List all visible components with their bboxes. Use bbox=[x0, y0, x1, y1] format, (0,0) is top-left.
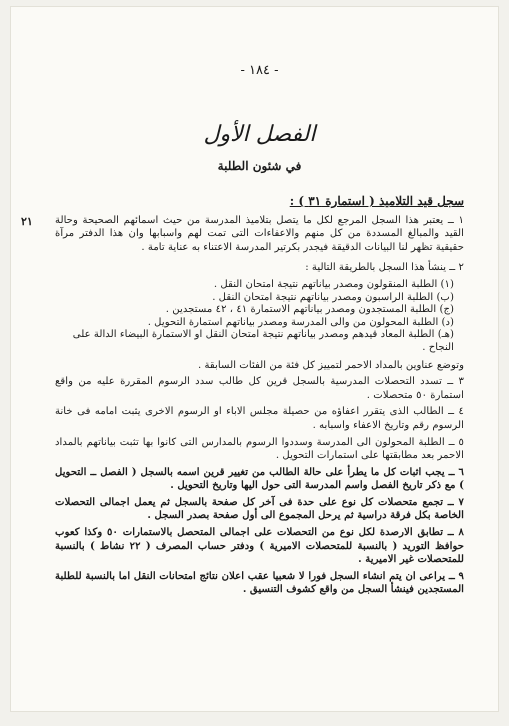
paragraph-7: ٦ ــ يجب اثبات كل ما يطرأ على حالة الطالب من تغيير قرين اسمه بالسجل ( الفصل ــ التحويل ) مع ذكر تاريخ الفصل واسم المدرسة التى حول اليها وتاريخ التحويل . bbox=[55, 465, 464, 492]
paragraph-10: ٩ ــ يراعى ان يتم انشاء السجل فورا لا شعبيا عقب اعلان نتائج امتحانات النقل اما بالنسبة للطلبة المستجدين فينشأ السجل من واقع كشوف التنسيق . bbox=[55, 569, 464, 596]
chapter-subtitle: في شئون الطلبة bbox=[217, 159, 302, 173]
document-page bbox=[10, 6, 499, 712]
section-title: سجل قيد التلاميذ ( استمارة ٣١ ) : bbox=[289, 194, 464, 208]
list-item: (د) الطلبة المحولون من والى المدرسة ومصدر بياناتهم استمارة التحويل . bbox=[147, 316, 454, 328]
enrollment-list bbox=[55, 279, 464, 355]
list-item: (ب) الطلبة الراسبون ومصدر بياناتهم نتيجة امتحان النقل . bbox=[212, 291, 454, 303]
page-number: - ١٨٤ - bbox=[240, 63, 279, 78]
paragraph-1: ١ ــ يعتبر هذا السجل المرجع لكل ما يتصل بتلاميذ المدرسة من حيث اسمائهم الصحيحة وحالة القيد والمبالغ المسددة من كل منهم والاعفاءات التى تمت لهم واسبابها وان هذا الدفتر مرآة حقيقية تظهر لنا البيانات الدقيقة فيجدر بكرتير المدرسة الاعتناء به عناية تامة . bbox=[55, 214, 464, 253]
chapter-title: الفصل الأول bbox=[203, 122, 316, 147]
paragraph-6: ٥ ــ الطلبة المحولون الى المدرسة وسددوا الرسوم بالمدارس التى كانوا بها تثبت بياناتهم بالمداد الاحمر بعد مطابقتها على استمارات التحويل . bbox=[55, 436, 464, 462]
list-item: (١) الطلبة المنقولون ومصدر بياناتهم نتيجة امتحان النقل . bbox=[213, 278, 454, 290]
paragraph-4: ٣ ــ تسدد التحصلات المدرسية بالسجل قرين كل طالب سدد الرسوم المقررة عليه من واقع استمارة ٥٠ متحصلات . bbox=[55, 376, 464, 401]
list-item: (ج) الطلبة المستجدون ومصدر بياناتهم الاستمارة ٤١ ، ٤٢ مستجدين . bbox=[165, 304, 454, 316]
paragraph-8: ٧ ــ تجمع متحصلات كل نوع على حدة فى آخر كل صفحة بالسجل ثم يعمل اجمالى التحصلات الخاصة بكل فرقة دراسية ثم يرحل المجموع الى أول صفحة بصدر السجل . bbox=[55, 495, 464, 522]
paragraph-2: ٢ ــ ينشأ هذا السجل بالطريقة التالية : bbox=[305, 262, 464, 274]
margin-note: ٢١ bbox=[21, 215, 33, 228]
list-item: (هـ) الطلبة المعاد قيدهم ومصدر بياناتهم نتيجة امتحان النقل او الاستمارة البيضاء الدالة على النجاح . bbox=[72, 329, 454, 353]
paragraph-9: ٨ ــ تطابق الارصدة لكل نوع من التحصلات على اجمالى المتحصل بالاستمارات ٥٠ وكذا كعوب حوافظ التوريد ( بالنسبة للمتحصلات الاميرية ) ودفتر حساب المصرف ( ٢٢ نشاط ) بالنسبة للمتحصلات غير الاميرية . bbox=[55, 526, 464, 566]
paragraph-5: ٤ ــ الطالب الذى يتقرر اعفاؤه من حصيلة مجلس الاباء او الرسوم الاخرى يثبت امامه فى خانة الرسوم رقم وتاريخ الاعفاء واسبابه . bbox=[55, 406, 464, 431]
paragraph-3: وتوضع عناوين بالمداد الاحمر لتمييز كل فئة من الفئات السابقة . bbox=[197, 359, 464, 371]
